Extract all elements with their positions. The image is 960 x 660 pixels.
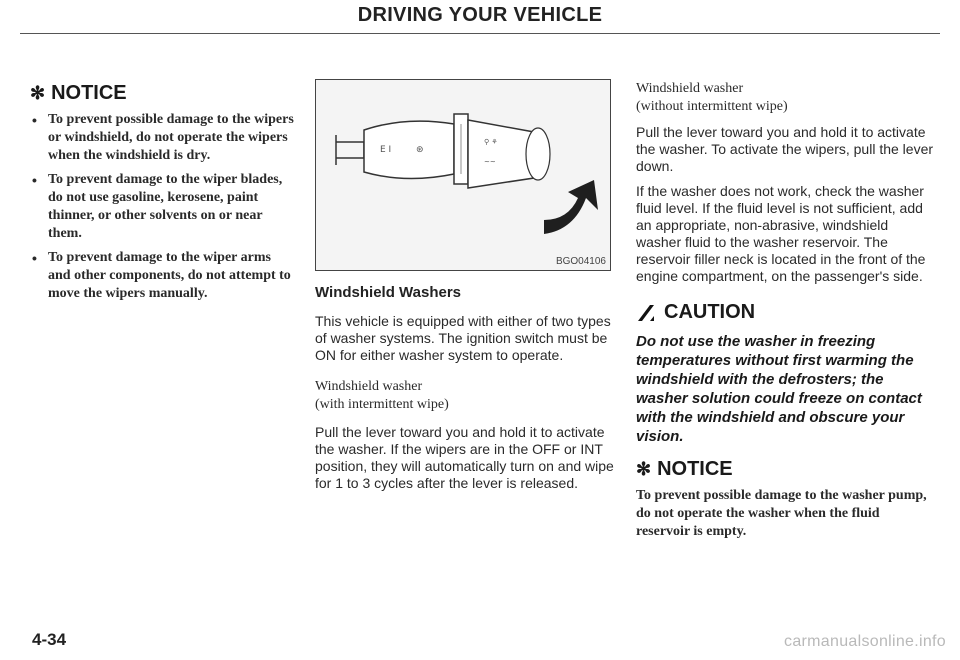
right-column	[636, 80, 936, 541]
caution-heading	[636, 301, 936, 324]
right-notice-heading-text: NOTICE	[657, 458, 733, 480]
list-item: • To prevent possible damage to the wipers or windshield, do not operate the wipers when the windshield is dry.	[30, 111, 295, 165]
watermark: carmanualsonline.info	[784, 633, 946, 650]
right-notice-text: To prevent possible damage to the washer pump, do not operate the washer when the fluid reservoir is empty.	[636, 488, 927, 539]
washers-intro: This vehicle is equipped with either of two types of washer systems. The ignition switch must be ON for either washer system to operate.	[315, 313, 611, 363]
caution-heading-text: CAUTION	[664, 301, 756, 323]
wiper-lever-figure	[315, 79, 611, 271]
right-notice-heading	[636, 458, 936, 481]
with-intermittent-heading-2: (with intermittent wipe)	[315, 397, 449, 412]
washers-section	[315, 284, 615, 492]
without-intermittent-heading-2: (without intermittent wipe)	[636, 99, 788, 114]
washers-title: Windshield Washers	[315, 284, 462, 301]
caution-slash-icon	[636, 303, 656, 323]
svg-text:⊛: ⊛	[416, 145, 424, 155]
without-intermittent-text-2: If the washer does not work, check the washer fluid level. If the fluid level is not sufficient, add an appropriate, non-abrasive, windshield washer fluid to the washer reservoir. The reservoir filler neck is located in the front of the engine compartment, on the passenger's side.	[636, 183, 926, 284]
svg-text:~~: ~~	[484, 158, 496, 166]
wiper-lever-illustration	[316, 80, 610, 270]
page-header-title: DRIVING YOUR VEHICLE	[357, 4, 603, 26]
with-intermittent-heading-1: Windshield washer	[315, 379, 423, 394]
header-rule	[20, 33, 940, 34]
left-notice-heading-text: NOTICE	[51, 82, 127, 104]
with-intermittent-text: Pull the lever toward you and hold it to activate the washer. If the wipers are in the OFF or INT position, they will automatically turn on and wipe for 1 to 3 cycles after the lever is released.	[315, 424, 614, 491]
left-notice-heading	[30, 82, 295, 105]
svg-text:⚲ ⚘: ⚲ ⚘	[484, 138, 498, 146]
page-number: 4-34	[32, 630, 67, 649]
notice-star-icon: ✻	[30, 83, 46, 103]
figure-code: BGO04106	[555, 256, 606, 267]
svg-text:E I: E I	[380, 145, 392, 155]
without-intermittent-text-1: Pull the lever toward you and hold it to activate the washer. To activate the wipers, pull the lever down.	[636, 124, 934, 174]
left-notice-box	[30, 82, 295, 303]
caution-text: Do not use the washer in freezing temperatures without first warming the windshield with the defrosters; the washer solution could freeze on contact with the windshield and obscure your vision.	[636, 333, 922, 445]
list-item: • To prevent damage to the wiper blades, do not use gasoline, kerosene, paint thinner, or other solvents on or near them.	[30, 171, 295, 243]
list-item: • To prevent damage to the wiper arms and other components, do not attempt to move the wipers manually.	[30, 249, 295, 303]
notice-star-icon: ✻	[636, 459, 652, 479]
left-notice-list	[30, 111, 295, 303]
without-intermittent-heading-1: Windshield washer	[636, 81, 744, 96]
